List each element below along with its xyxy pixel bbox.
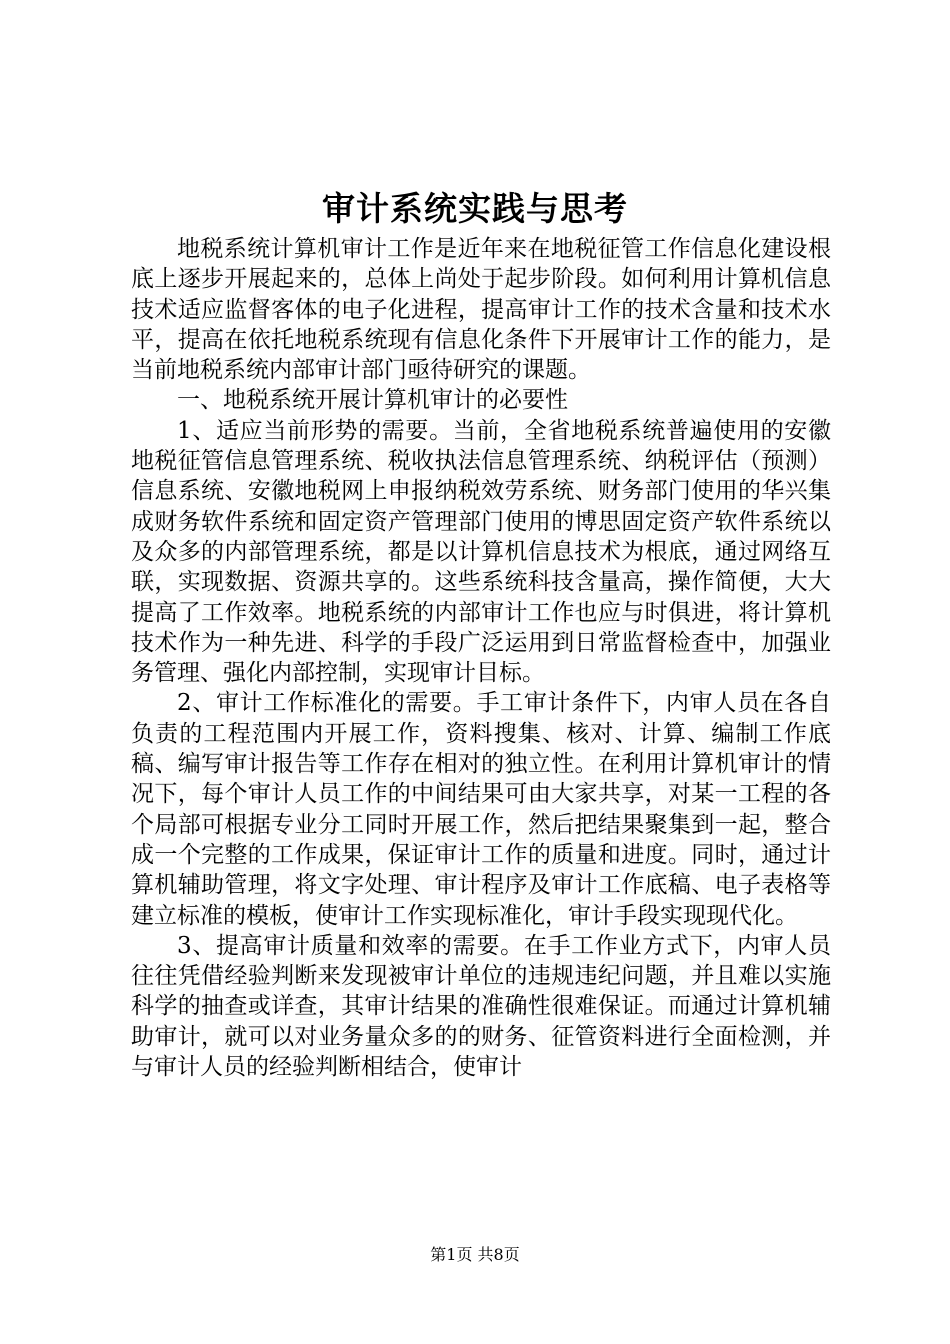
paragraph-point-2: 2、审计工作标准化的需要。手工审计条件下，内审人员在各自负责的工程范围内开展工作，资料搜集、核对、计算、编制工作底稿、编写审计报告等工作存在相对的独立性。在利用计算机审计的情况下，每个审计人员工作的中间结果可由大家共享，对某一工程的各个局部可根据专业分工同时开展工作，然后把结果聚集到一起，整合成一个完整的工作成果，保证审计工作的质量和进度。同时，通过计算机辅助管理，将文字处理、审计程序及审计工作底稿、电子表格等建立标准的模板，使审计工作实现标准化，审计手段实现现代化。 bbox=[131, 690, 831, 929]
section-heading: 一、地税系统开展计算机审计的必要性 bbox=[177, 387, 568, 414]
document-body bbox=[131, 234, 831, 1082]
paragraph-intro: 地税系统计算机审计工作是近年来在地税征管工作信息化建设根底上逐步开展起来的，总体上尚处于起步阶段。如何利用计算机信息技术适应监督客体的电子化进程，提高审计工作的技术含量和技术水平，提高在依托地税系统现有信息化条件下开展审计工作的能力，是当前地税系统内部审计部门亟待研究的课题。 bbox=[131, 236, 831, 384]
paragraph-point-1: 1、适应当前形势的需要。当前，全省地税系统普遍使用的安徽地税征管信息管理系统、税收执法信息管理系统、纳税评估（预测）信息系统、安徽地税网上申报纳税效劳系统、财务部门使用的华兴集成财务软件系统和固定资产管理部门使用的博思固定资产软件系统以及众多的内部管理系统，都是以计算机信息技术为根底，通过网络互联，实现数据、资源共享的。这些系统科技含量高，操作简便，大大提高了工作效率。地税系统的内部审计工作也应与时俱进，将计算机技术作为一种先进、科学的手段广泛运用到日常监督检查中，加强业务管理、强化内部控制，实现审计目标。 bbox=[131, 417, 831, 687]
page-number-footer: 第1页 共8页 bbox=[430, 1245, 520, 1264]
document-title: 审计系统实践与思考 bbox=[322, 189, 628, 228]
paragraph-point-3: 3、提高审计质量和效率的需要。在手工作业方式下，内审人员往往凭借经验判断来发现被审计单位的违规违纪问题，并且难以实施科学的抽查或详查，其审计结果的准确性很难保证。而通过计算机辅助审计，就可以对业务量众多的的财务、征管资料进行全面检测，并与审计人员的经验判断相结合，使审计 bbox=[131, 932, 831, 1081]
